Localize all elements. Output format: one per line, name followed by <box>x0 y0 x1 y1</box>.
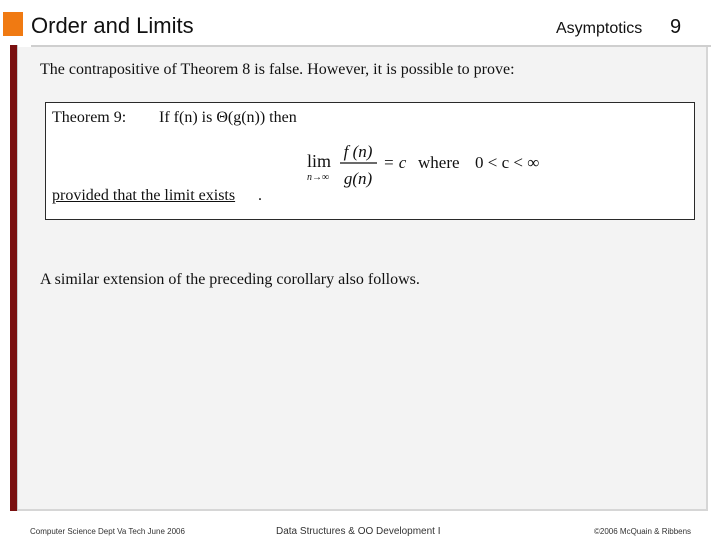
footer-copyright: ©2006 McQuain & Ribbens <box>594 527 692 536</box>
formula-rhs: = c <box>383 153 407 172</box>
formula-lim: lim <box>307 151 332 171</box>
formula-denominator: g(n) <box>343 169 373 188</box>
theorem-statement: If f(n) is Θ(g(n)) then <box>159 109 297 126</box>
formula-where: where <box>418 153 460 172</box>
formula-subscript: n→∞ <box>307 172 330 183</box>
footer-source: Computer Science Dept Va Tech June 2006 <box>30 527 185 536</box>
theorem-proviso: provided that the limit exists <box>52 187 236 204</box>
footer-rule <box>18 509 708 511</box>
theorem-proviso-period: . <box>258 187 262 204</box>
theorem-label: Theorem 9: <box>52 109 127 126</box>
left-divider <box>17 45 18 511</box>
followup-paragraph: A similar extension of the preceding corollary also follows. <box>40 271 420 288</box>
page-number: 9 <box>670 16 682 38</box>
footer-course: Data Structures & OO Development I <box>276 526 441 537</box>
limit-formula <box>305 140 555 192</box>
right-divider <box>706 47 708 509</box>
intro-paragraph: The contrapositive of Theorem 8 is false. However, it is possible to prove: <box>40 61 515 78</box>
formula-condition: 0 < c < ∞ <box>475 153 540 172</box>
formula-numerator: f (n) <box>343 142 373 161</box>
title-accent-square <box>3 12 23 36</box>
section-label: Asymptotics <box>556 20 643 37</box>
slide-title: Order and Limits <box>31 13 194 38</box>
left-accent-bar <box>10 45 17 511</box>
